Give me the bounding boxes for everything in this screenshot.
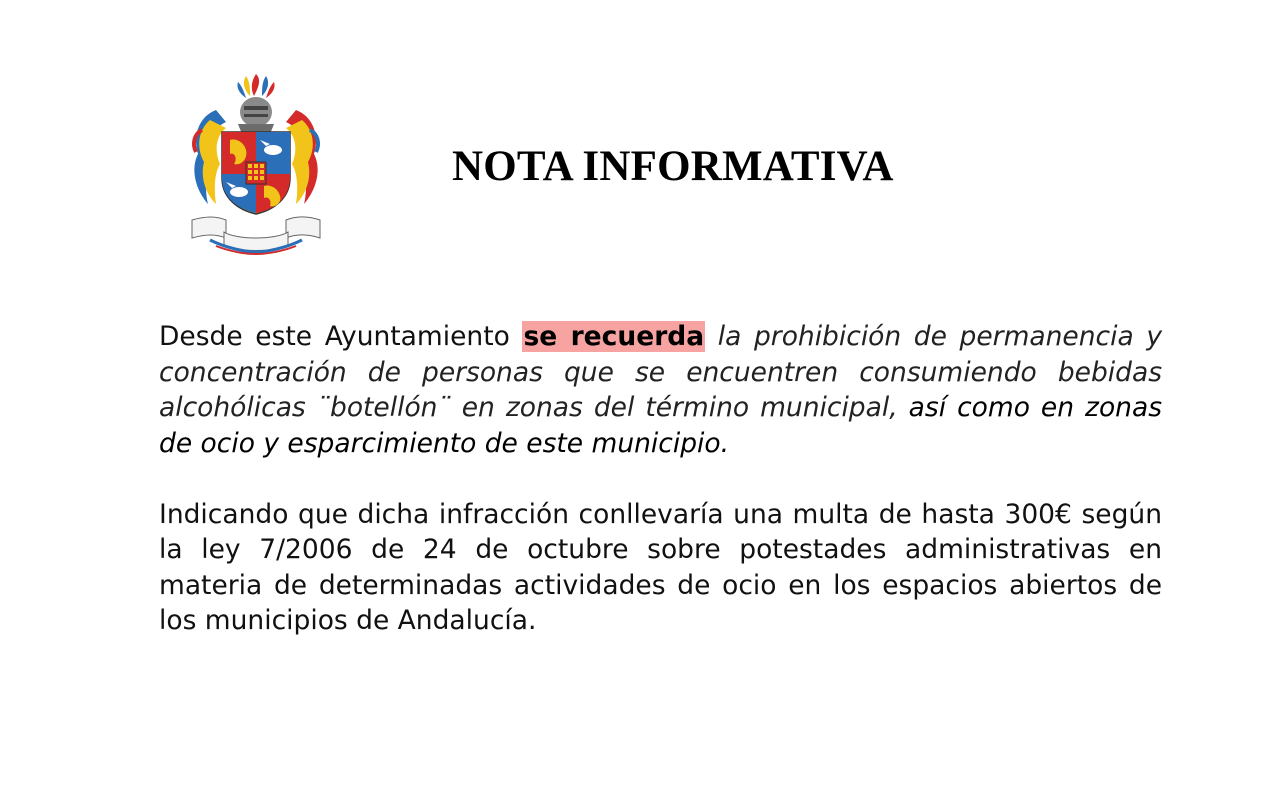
notice-paragraph-2: Indicando que dicha infracción conllevaría una multa de hasta 300€ según la ley 7/2006 de 24 de octubre sobre potestades administrativas en materia de determinadas actividades de ocio en los espacios abiertos de los municipios de Andalucía.: [159, 498, 1162, 636]
italic-text-dark: así como en zonas de ocio y esparcimiento de este municipio.: [159, 392, 1162, 459]
page-title: NOTA INFORMATIVA: [452, 143, 894, 190]
notice-paragraph-1: [159, 319, 1162, 461]
coat-of-arms-icon: [186, 70, 326, 255]
notice-body: [159, 319, 1162, 639]
paragraph-lead: Desde este Ayuntamiento: [159, 321, 523, 352]
highlighted-phrase: se recuerda: [523, 321, 705, 352]
italic-text: la prohibición de permanencia y concentración de personas que se encuentren consumiendo bebidas alcohólicas ¨botellón¨ en zonas del término municipal,: [159, 321, 1163, 423]
